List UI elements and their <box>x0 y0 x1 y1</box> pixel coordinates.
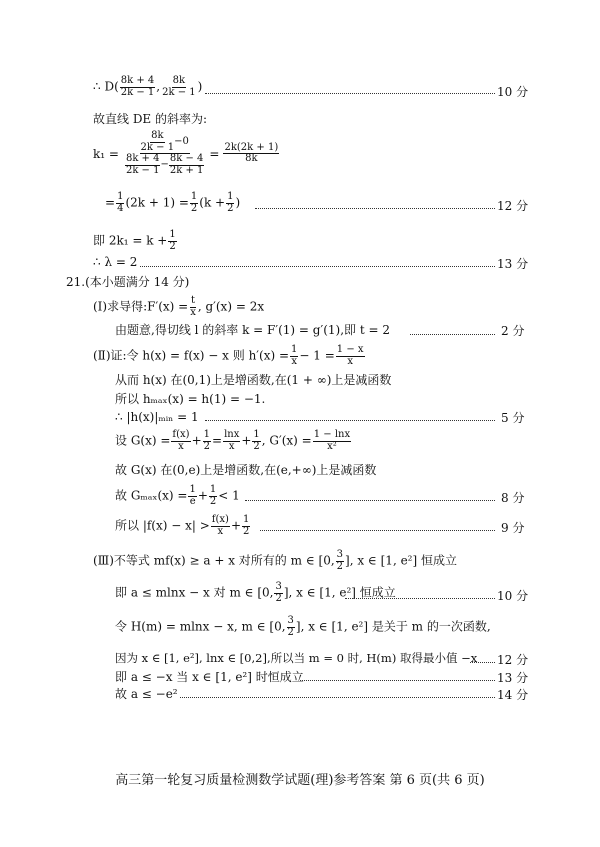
numerator: 8k <box>151 130 164 141</box>
numerator: 2k(2k + 1) <box>224 141 279 153</box>
fraction <box>336 550 344 572</box>
part-2-G-monotonic: 故 G(x) 在(0,e)上是增函数,在(e,+∞)上是减函数 <box>115 463 377 477</box>
text: + <box>230 518 242 533</box>
numerator: f(x) <box>211 514 229 525</box>
denominator: 2 <box>287 626 294 638</box>
fraction <box>274 582 282 604</box>
text: ], x ∈ [1, e²] 恒成立 <box>283 585 396 600</box>
score: 5 分 <box>501 411 525 425</box>
score: 12 分 <box>497 653 529 667</box>
denominator: 2k − 1 <box>140 141 175 153</box>
numerator: 3 <box>275 581 282 592</box>
numerator: 1 <box>190 191 198 202</box>
score: 10 分 <box>497 85 529 99</box>
denominator: 2k + 1 <box>169 164 204 176</box>
fraction <box>290 345 298 367</box>
denominator: x <box>217 525 224 537</box>
numerator: f(x) <box>172 429 190 440</box>
denominator: 2k − 1 <box>125 164 160 176</box>
text: 令 H(m) = mlnx − x, m ∈ [0, <box>115 619 286 634</box>
numerator: 1 <box>243 514 250 525</box>
denominator: 2 <box>169 240 176 252</box>
text: = <box>212 433 223 448</box>
leader-dots <box>180 697 495 698</box>
fraction <box>120 76 156 98</box>
fraction <box>287 616 295 638</box>
denominator: 2 <box>275 592 282 604</box>
part-2-hmin: ∴ |h(x)|ₘᵢₙ = 1 <box>115 410 199 424</box>
text: + <box>197 488 208 503</box>
denominator: 2 <box>253 440 260 452</box>
text: , G′(x) = <box>261 433 312 448</box>
text: 所以 |f(x) − x| > <box>115 518 210 533</box>
compound-fraction <box>124 131 205 176</box>
compound-denominator <box>124 154 205 176</box>
numerator: lnx <box>224 429 240 440</box>
text: + <box>241 433 252 448</box>
text: ], x ∈ [1, e²] 恒成立 <box>345 553 457 568</box>
fraction <box>313 430 351 452</box>
leader-dots <box>140 266 495 267</box>
lambda-line: ∴ λ = 2 <box>93 255 138 269</box>
text: (Ⅱ)证:令 h(x) = f(x) − x 则 h′(x) = <box>93 348 290 363</box>
denominator: x² <box>327 440 337 452</box>
fraction <box>223 143 279 165</box>
fraction <box>209 485 217 507</box>
fraction <box>189 296 197 318</box>
text: ∴ D( <box>93 79 119 94</box>
numerator: t <box>191 295 196 306</box>
score: 13 分 <box>497 257 529 271</box>
numerator: 1 <box>203 429 210 440</box>
point-d-line <box>93 76 202 98</box>
leader-dots <box>410 334 495 335</box>
text: (k + <box>199 195 226 210</box>
numerator: 1 − x <box>336 344 364 355</box>
fraction <box>141 131 175 153</box>
text: (2k + 1) = <box>125 195 189 210</box>
part-2-monotonic: 从而 h(x) 在(0,1)上是增函数,在(1 + ∞)上是减函数 <box>115 373 392 387</box>
part-3-H <box>115 616 491 638</box>
equals: = <box>209 146 220 161</box>
text: ], x ∈ [1, e²] 是关于 m 的一次函数, <box>295 619 491 634</box>
leader-dots <box>300 680 495 681</box>
text: ) <box>235 195 241 210</box>
fraction <box>171 430 190 452</box>
text: −0 <box>174 135 189 147</box>
fraction <box>188 485 196 507</box>
denominator: x <box>347 355 353 367</box>
fraction <box>116 192 124 214</box>
fraction <box>203 430 211 452</box>
numerator: 1 <box>169 229 176 240</box>
fraction <box>211 515 230 537</box>
part-3-answer: 故 a ≤ −e² <box>115 687 178 701</box>
score: 14 分 <box>497 688 529 702</box>
denominator: 8k <box>245 153 258 164</box>
numerator: 1 <box>291 344 298 355</box>
fraction <box>190 192 198 214</box>
question-21-heading: 21.(本小题满分 14 分) <box>66 275 190 289</box>
fraction <box>226 192 234 214</box>
fraction <box>252 430 260 452</box>
denominator: e <box>189 495 196 507</box>
relation-line <box>93 230 178 252</box>
text: = <box>105 195 116 210</box>
leader-dots <box>205 420 495 421</box>
text: < 1 <box>218 488 240 503</box>
denominator: x <box>190 306 196 318</box>
score: 2 分 <box>501 324 525 338</box>
numerator: 8k <box>172 75 186 86</box>
part-2-conclusion <box>115 515 251 537</box>
numerator: 3 <box>287 615 294 626</box>
slope-intro: 故直线 DE 的斜率为: <box>93 112 208 126</box>
text: − <box>160 158 169 170</box>
numerator: 8k − 4 <box>169 153 204 164</box>
numerator: 1 <box>117 191 124 202</box>
denominator: x <box>228 440 235 452</box>
leader-dots <box>470 662 495 663</box>
part-3-bound: 即 a ≤ −x 当 x ∈ [1, e²] 时恒成立 <box>115 670 304 684</box>
denominator: 2 <box>190 202 198 214</box>
part-2-h <box>93 345 366 367</box>
score: 12 分 <box>497 199 529 213</box>
text: (Ⅰ)求导得:F′(x) = <box>93 299 189 314</box>
part-2-G <box>115 430 352 452</box>
k1-simplified <box>105 192 240 214</box>
numerator: 1 <box>227 191 234 202</box>
numerator: 1 − lnx <box>313 429 351 440</box>
part-2-Gmax <box>115 485 240 507</box>
numerator: 1 <box>253 429 260 440</box>
part-1-derivative <box>93 296 264 318</box>
part-3-min: 因为 x ∈ [1, e²], lnx ∈ [0,2],所以当 m = 0 时, H(m) 取得最小值 −x <box>115 651 478 665</box>
denominator: 2 <box>243 525 250 537</box>
numerator: 3 <box>336 549 344 560</box>
text: 故 Gₘₐₓ(x) = <box>115 488 188 503</box>
compound-numerator <box>140 131 190 154</box>
fraction <box>242 515 250 537</box>
fraction <box>336 345 365 367</box>
fraction <box>169 154 205 176</box>
score: 9 分 <box>501 521 525 535</box>
leader-dots <box>205 93 495 94</box>
text: + <box>191 433 202 448</box>
denominator: 2 <box>209 495 217 507</box>
denominator: x <box>291 355 298 367</box>
page-footer: 高三第一轮复习质量检测数学试题(理)参考答案 第 6 页(共 6 页) <box>115 773 485 788</box>
denominator: x <box>178 440 184 452</box>
part-3-rewrite <box>115 582 396 604</box>
score: 10 分 <box>497 589 529 603</box>
numerator: 8k + 4 <box>120 75 155 86</box>
k1-expression <box>93 131 280 176</box>
numerator: 1 <box>209 484 217 495</box>
denominator: 2k − 1 <box>162 86 196 98</box>
text: 即 a ≤ mlnx − x 对 m ∈ [0, <box>115 585 274 600</box>
denominator: 2 <box>203 440 210 452</box>
text: − 1 = <box>299 348 335 363</box>
text: , g′(x) = 2x <box>197 299 265 314</box>
part-2-hmax: 所以 hₘₐₓ(x) = h(1) = −1. <box>115 392 266 406</box>
fraction <box>125 154 161 176</box>
k1-label: k₁ = <box>93 146 119 161</box>
leader-dots <box>255 208 495 209</box>
fraction <box>168 230 176 252</box>
score: 8 分 <box>501 491 525 505</box>
numerator: 8k + 4 <box>125 153 160 164</box>
text: 设 G(x) = <box>115 433 171 448</box>
leader-dots <box>260 530 495 531</box>
text: , <box>156 79 161 94</box>
fraction <box>161 76 197 98</box>
score: 13 分 <box>497 671 529 685</box>
denominator: 2 <box>336 560 344 572</box>
denominator: 2k − 1 <box>120 86 155 98</box>
text: 即 2k₁ = k + <box>93 233 168 248</box>
text: ) <box>197 79 203 94</box>
denominator: 4 <box>117 202 124 214</box>
fraction <box>223 430 240 452</box>
leader-dots <box>245 500 495 501</box>
part-1-slope: 由题意,得切线 l 的斜率 k = F′(1) = g′(1),即 t = 2 <box>115 323 390 337</box>
numerator: 1 <box>189 484 196 495</box>
leader-dots <box>345 598 495 599</box>
text: (Ⅲ)不等式 mf(x) ≥ a + x 对所有的 m ∈ [0, <box>93 553 335 568</box>
part-3-inequality <box>93 550 457 572</box>
denominator: 2 <box>227 202 234 214</box>
